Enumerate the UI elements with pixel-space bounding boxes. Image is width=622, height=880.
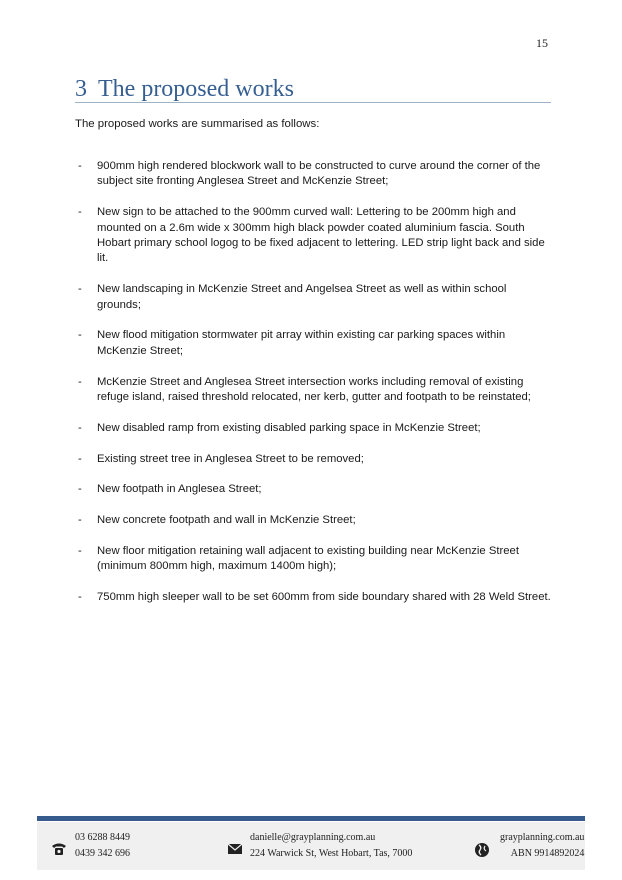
works-list-item	[75, 513, 553, 528]
works-list-item-text: Existing street tree in Anglesea Street to be removed;	[97, 452, 364, 465]
postal-address: 224 Warwick St, West Hobart, Tas, 7000	[250, 848, 413, 859]
footer-rule	[37, 816, 585, 821]
bullet-dash: -	[78, 283, 82, 296]
bullet-dash: -	[78, 545, 82, 558]
works-list-item-text: New flood mitigation stormwater pit array within existing car parking spaces within McKenzie Street;	[97, 329, 506, 357]
section-heading	[75, 76, 551, 103]
phone-mobile: 0439 342 696	[75, 848, 130, 859]
bullet-dash: -	[78, 329, 82, 342]
works-list-item	[75, 282, 553, 313]
bullet-dash: -	[78, 452, 82, 465]
works-list-item-text: New footpath in Anglesea Street;	[97, 483, 262, 496]
works-list-item-text: 900mm high rendered blockwork wall to be constructed to curve around the corner of the subject site fronting Anglesea Street and McKenzie Street;	[97, 160, 541, 188]
works-list-item	[75, 328, 553, 359]
works-list-item-text: New floor mitigation retaining wall adjacent to existing building near McKenzie Street (minimum 800mm high, maximum 1400m high);	[97, 545, 519, 573]
works-list-item	[75, 421, 553, 436]
section-number: 3	[75, 76, 87, 102]
footer	[37, 822, 585, 870]
works-list-item	[75, 590, 553, 605]
telephone-icon	[51, 842, 67, 862]
works-list-item-text: New disabled ramp from existing disabled parking space in McKenzie Street;	[97, 421, 481, 434]
bullet-dash: -	[78, 514, 82, 527]
proposed-works-list	[75, 159, 553, 621]
works-list-item	[75, 452, 553, 467]
section-title: The proposed works	[98, 76, 294, 102]
works-list-item-text: 750mm high sleeper wall to be set 600mm from side boundary shared with 28 Weld Street.	[97, 591, 551, 604]
works-list-item	[75, 544, 553, 575]
works-list-item-text: New concrete footpath and wall in McKenzie Street;	[97, 514, 356, 527]
works-list-item	[75, 482, 553, 497]
bullet-dash: -	[78, 375, 82, 388]
bullet-dash: -	[78, 591, 82, 604]
bullet-dash: -	[78, 483, 82, 496]
works-list-item	[75, 375, 553, 406]
footer-phone-block	[51, 830, 130, 862]
page-number: 15	[536, 36, 548, 50]
footer-web-block	[474, 830, 584, 862]
works-list-item-text: New sign to be attached to the 900mm curved wall: Lettering to be 200mm high and mounted on a 2.6m wide x 300mm high black powder coated aluminium fascia. South Hobart primary school logog to be fixed adjacent to lettering. LED strip light back and side lit.	[97, 206, 545, 265]
works-list-item-text: New landscaping in McKenzie Street and Angelsea Street as well as within school grounds;	[97, 283, 507, 311]
footer-contact-block	[227, 830, 412, 862]
works-list-item	[75, 205, 553, 267]
globe-icon	[474, 842, 490, 864]
works-list-item-text: McKenzie Street and Anglesea Street intersection works including removal of existing refuge island, raised threshold relocated, ner kerb, gutter and footpath to be reinstated;	[97, 375, 531, 404]
website: grayplanning.com.au	[500, 832, 585, 843]
bullet-dash: -	[78, 421, 82, 434]
intro-paragraph: The proposed works are summarised as follows:	[75, 118, 320, 130]
envelope-icon	[227, 842, 243, 861]
bullet-dash: -	[78, 160, 82, 172]
abn: ABN 9914892024	[510, 848, 585, 859]
email-address: danielle@grayplanning.com.au	[250, 832, 376, 843]
phone-landline: 03 6288 8449	[75, 832, 130, 843]
bullet-dash: -	[78, 206, 82, 219]
works-list-item	[75, 159, 553, 190]
